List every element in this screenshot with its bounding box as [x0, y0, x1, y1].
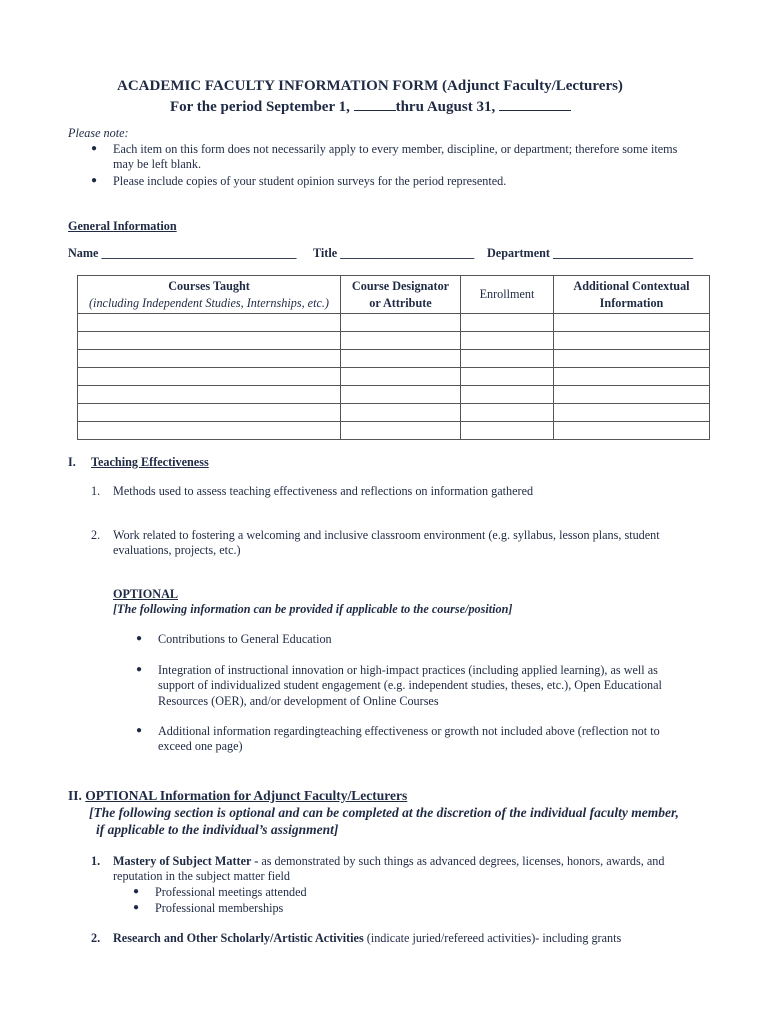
form-title: ACADEMIC FACULTY INFORMATION FORM (Adjunct Faculty/Lecturers) — [117, 78, 623, 94]
courses-table — [77, 275, 710, 440]
title-field[interactable]: Title ______________________ — [313, 246, 475, 260]
table-cell[interactable] — [461, 404, 554, 422]
col-designator-line1: Course Designator — [351, 278, 450, 293]
table-row — [78, 422, 710, 440]
bullet-icon: ● — [133, 886, 140, 897]
table-cell[interactable] — [341, 332, 461, 350]
opt-bullet-2-line2: support of individualized student engagement (e.g. independent studies, theses, etc.), Open Educational — [158, 678, 662, 692]
note-label: Please note: — [68, 126, 129, 140]
table-cell[interactable] — [461, 422, 554, 440]
bullet-icon: ● — [91, 175, 98, 186]
table-cell[interactable] — [554, 404, 710, 422]
bullet-icon: ● — [133, 902, 140, 913]
table-cell[interactable] — [341, 368, 461, 386]
table-row — [78, 386, 710, 404]
bullet-icon: ● — [136, 633, 143, 644]
s2-item-1-rest: as demonstrated by such things as advanced degrees, licenses, honors, awards, and — [258, 854, 665, 868]
s2-item-1-number: 1. — [91, 854, 101, 868]
s1-item-2-line1: Work related to fostering a welcoming and inclusive classroom environment (e.g. syllabus, lesson plans, student — [113, 528, 660, 542]
col-additional-line1: Additional Contextual — [573, 278, 690, 293]
col-courses-taught — [78, 276, 341, 314]
table-row — [78, 350, 710, 368]
period-start-blank[interactable] — [354, 97, 396, 111]
opt-bullet-2-line1: Integration of instructional innovation or high-impact practices (including applied learning), as well as — [158, 663, 658, 677]
period-end-blank[interactable] — [499, 97, 571, 111]
table-row — [78, 368, 710, 386]
table-cell[interactable] — [341, 314, 461, 332]
general-info-heading: General Information — [68, 219, 177, 233]
s2-item-2-number: 2. — [91, 931, 101, 945]
s1-item-1-text: Methods used to assess teaching effectiveness and reflections on information gathered — [113, 484, 534, 498]
table-cell[interactable] — [78, 350, 341, 368]
opt-bullet-3-line1: Additional information regardingteaching effectiveness or growth not included above (reflection not to — [158, 724, 660, 738]
table-cell[interactable] — [341, 422, 461, 440]
s2-item-1-bullet-1: Professional meetings attended — [155, 885, 307, 899]
table-cell[interactable] — [554, 422, 710, 440]
col-additional-line2: Information — [599, 295, 664, 310]
table-cell[interactable] — [461, 314, 554, 332]
table-cell[interactable] — [78, 422, 341, 440]
table-header-row — [78, 276, 710, 314]
s1-item-2-line2: evaluations, projects, etc.) — [113, 543, 241, 557]
table-cell[interactable] — [554, 368, 710, 386]
note-item-1-line2: may be left blank. — [113, 157, 201, 171]
col-designator-line2: or Attribute — [369, 295, 432, 310]
note-item-1-line1: Each item on this form does not necessarily apply to every member, discipline, or department; therefore some items — [113, 142, 678, 156]
table-cell[interactable] — [554, 350, 710, 368]
section-2-note-line1: [The following section is optional and can be completed at the discretion of the individual faculty member, — [89, 805, 679, 820]
name-field[interactable]: Name ________________________________ — [68, 246, 297, 260]
table-row — [78, 404, 710, 422]
table-cell[interactable] — [554, 314, 710, 332]
section-2-note-line2: if applicable to the individual’s assignment] — [96, 822, 339, 837]
table-cell[interactable] — [461, 350, 554, 368]
s2-item-1-line1 — [113, 854, 664, 869]
optional-label: OPTIONAL — [113, 587, 179, 601]
table-cell[interactable] — [78, 332, 341, 350]
table-cell[interactable] — [78, 314, 341, 332]
section-1-number: I. — [68, 455, 76, 469]
table-cell[interactable] — [341, 350, 461, 368]
s2-item-1-bullet-2: Professional memberships — [155, 901, 284, 915]
table-cell[interactable] — [341, 386, 461, 404]
col-enrollment: Enrollment — [461, 276, 554, 314]
table-cell[interactable] — [341, 404, 461, 422]
table-row — [78, 314, 710, 332]
table-cell[interactable] — [554, 332, 710, 350]
s2-item-2-rest: (indicate juried/refereed activities)- including grants — [363, 931, 622, 945]
s2-item-2-line — [113, 931, 621, 946]
s1-item-2-number: 2. — [91, 528, 101, 542]
col-courses-sub: (including Independent Studies, Internships, etc.) — [89, 295, 329, 310]
section-2-number: II. — [68, 788, 82, 803]
opt-bullet-1: Contributions to General Education — [158, 632, 332, 646]
opt-bullet-2-line3: Resources (OER), and/or development of Online Courses — [158, 694, 439, 708]
col-additional-info — [554, 276, 710, 314]
table-cell[interactable] — [78, 404, 341, 422]
department-field[interactable]: Department _______________________ — [487, 246, 694, 260]
note-item-2: Please include copies of your student opinion surveys for the period represented. — [113, 174, 507, 188]
s2-item-1-line2: reputation in the subject matter field — [113, 869, 290, 883]
period-mid: thru August 31, — [395, 99, 496, 115]
section-2-heading-line — [68, 788, 407, 804]
table-cell[interactable] — [78, 368, 341, 386]
s2-item-1-bold: Mastery of Subject Matter - — [113, 854, 259, 868]
table-row — [78, 332, 710, 350]
table-cell[interactable] — [78, 386, 341, 404]
table-cell[interactable] — [554, 386, 710, 404]
col-course-designator — [341, 276, 461, 314]
bullet-icon: ● — [136, 725, 143, 736]
table-cell[interactable] — [461, 386, 554, 404]
bullet-icon: ● — [91, 143, 98, 154]
s1-item-1-number: 1. — [91, 484, 101, 498]
s2-item-2-bold: Research and Other Scholarly/Artistic Activities — [113, 931, 364, 945]
section-2-heading: OPTIONAL Information for Adjunct Faculty/Lecturers — [85, 788, 408, 803]
table-cell[interactable] — [461, 368, 554, 386]
table-cell[interactable] — [461, 332, 554, 350]
optional-note: [The following information can be provided if applicable to the course/position] — [113, 602, 513, 616]
section-1-heading: Teaching Effectiveness — [91, 455, 209, 469]
opt-bullet-3-line2: exceed one page) — [158, 739, 243, 753]
col-courses-title: Courses Taught — [168, 278, 250, 293]
bullet-icon: ● — [136, 664, 143, 675]
period-prefix: For the period September 1, — [170, 99, 350, 115]
period-line — [170, 97, 571, 116]
